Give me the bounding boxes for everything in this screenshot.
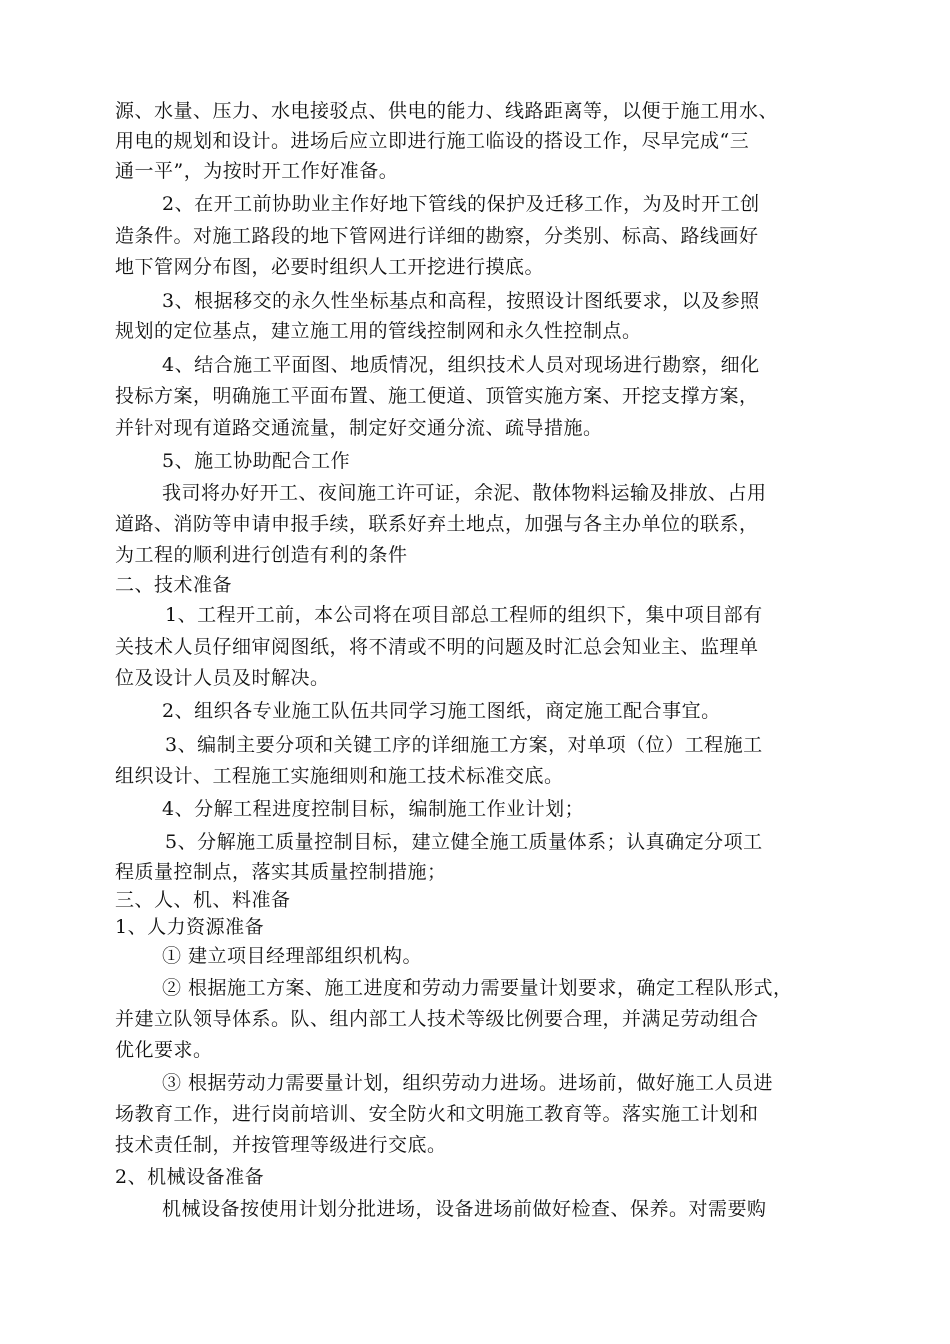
text-line: 4、结合施工平面图、地质情况，组织技术人员对现场进行勘察，细化 [162, 354, 760, 376]
text-line: 场教育工作，进行岗前培训、安全防火和文明施工教育等。落实施工计划和 [115, 1103, 759, 1125]
text-line: 规划的定位基点，建立施工用的管线控制网和永久性控制点。 [115, 320, 642, 342]
text-line: 并建立队领导体系。队、组内部工人技术等级比例要合理，并满足劳动组合 [115, 1008, 759, 1030]
section-heading: 三、人、机、料准备 [115, 889, 291, 911]
list-item: ① 建立项目经理部组织机构。 [162, 945, 423, 967]
text-line: 地下管网分布图，必要时组织人工开挖进行摸底。 [115, 256, 545, 278]
text-line: 机械设备按使用计划分批进场，设备进场前做好检查、保养。对需要购 [162, 1198, 767, 1220]
text-line: 投标方案，明确施工平面布置、施工便道、顶管实施方案、开挖支撑方案， [115, 385, 759, 407]
text-line: 组织设计、工程施工实施细则和施工技术标准交底。 [115, 765, 564, 787]
text-line: 技术责任制，并按管理等级进行交底。 [115, 1134, 447, 1156]
text-line: 优化要求。 [115, 1039, 213, 1061]
text-line: 3、根据移交的永久性坐标基点和高程，按照设计图纸要求，以及参照 [162, 290, 760, 312]
text-line: 并针对现有道路交通流量，制定好交通分流、疏导措施。 [115, 417, 603, 439]
text-line: 道路、消防等申请申报手续，联系好弃土地点，加强与各主办单位的联系， [115, 513, 759, 535]
list-item: ③ 根据劳动力需要量计划，组织劳动力进场。进场前，做好施工人员进 [162, 1072, 774, 1094]
list-item: ② 根据施工方案、施工进度和劳动力需要量计划要求，确定工程队形式， [162, 977, 793, 999]
subsection-heading: 1、人力资源准备 [115, 916, 265, 938]
text-line: 5、分解施工质量控制目标，建立健全施工质量体系；认真确定分项工 [165, 831, 763, 853]
section-heading: 5、施工协助配合工作 [162, 450, 351, 472]
text-line: 程质量控制点，落实其质量控制措施； [115, 861, 447, 883]
text-line: 源、水量、压力、水电接驳点、供电的能力、线路距离等，以便于施工用水、 [115, 100, 779, 122]
text-line: 1、工程开工前，本公司将在项目部总工程师的组织下，集中项目部有 [165, 604, 763, 626]
text-line: 用电的规划和设计。进场后应立即进行施工临设的搭设工作，尽早完成“三 [115, 130, 750, 152]
text-line: 关技术人员仔细审阅图纸，将不清或不明的问题及时汇总会知业主、监理单 [115, 636, 759, 658]
text-line: 造条件。对施工路段的地下管网进行详细的勘察，分类别、标高、路线画好 [115, 225, 759, 247]
section-heading: 二、技术准备 [115, 574, 233, 596]
text-line: 4、分解工程进度控制目标，编制施工作业计划； [162, 798, 585, 820]
text-line: 通一平”，为按时开工作好准备。 [115, 160, 399, 182]
text-line: 我司将办好开工、夜间施工许可证，余泥、散体物料运输及排放、占用 [162, 482, 767, 504]
text-line: 3、编制主要分项和关键工序的详细施工方案，对单项（位）工程施工 [165, 734, 763, 756]
text-line: 2、组织各专业施工队伍共同学习施工图纸，商定施工配合事宜。 [162, 700, 721, 722]
text-line: 为工程的顺利进行创造有利的条件 [115, 544, 408, 566]
text-line: 2、在开工前协助业主作好地下管线的保护及迁移工作，为及时开工创 [162, 193, 760, 215]
subsection-heading: 2、机械设备准备 [115, 1166, 265, 1188]
text-line: 位及设计人员及时解决。 [115, 667, 330, 689]
